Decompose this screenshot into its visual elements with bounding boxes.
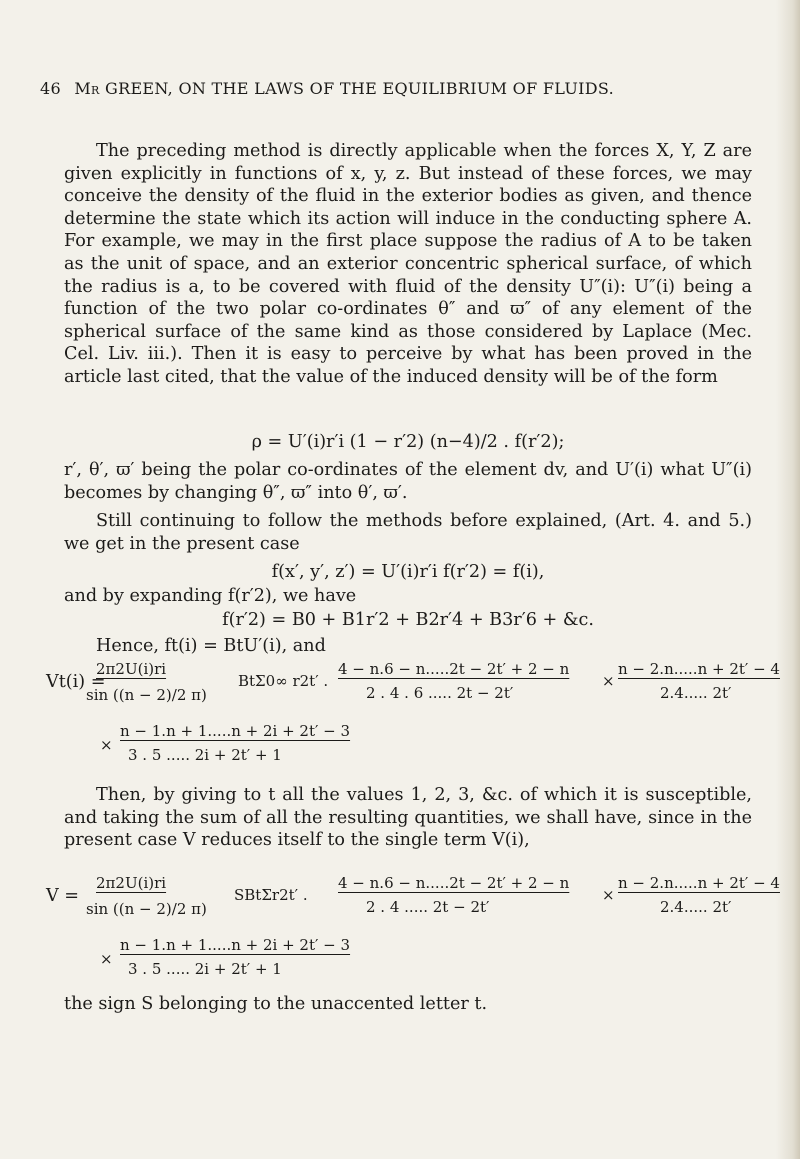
frac4-numerator: n − 1.n + 1.....n + 2i + 2t′ − 3 — [120, 722, 351, 740]
vt-lhs: Vt(i) = — [46, 672, 106, 692]
page-number: 46 — [40, 79, 61, 98]
frac1b-denominator: sin ((n − 2)/2 π) — [86, 900, 207, 918]
frac1b-numerator: 2π2U(i)ri — [96, 874, 167, 892]
equation-expansion: f(r′2) = B0 + B1r′2 + B2r′4 + B3r′6 + &c. — [222, 610, 594, 630]
paragraph-2: r′, θ′, ϖ′ being the polar co-ordinates of the element dv, and U′(i) what U″(i) becomes by changing θ″, ϖ″ into θ′, ϖ′. — [64, 460, 752, 503]
frac3-numerator: n − 2.n.....n + 2t′ − 4 — [618, 660, 780, 678]
expand-intro: and by expanding f(r′2), we have — [64, 586, 357, 606]
paragraph-4: Then, by giving to t all the values 1, 2, 3, &c. of which it is susceptible, and taking the sum of all the resulting quantities, we shall have, since in the present case V reduces itself to the single term V(i), — [64, 785, 752, 851]
times-sign: × — [602, 672, 615, 690]
equation-f-of-x: f(x′, y′, z′) = U′(i)r′i f(r′2) = f(i), — [271, 562, 545, 582]
running-header — [40, 79, 760, 98]
sum-bt: BtΣ0∞ r2t′ . — [238, 672, 329, 690]
paragraph-1: The preceding method is directly applicable when the forces X, Y, Z are given explicitly in functions of x, y, z. But instead of these forces, we may conceive the density of the fluid in the exterior bodies as given, and thence determine the state which its action will induce in the conducting sphere A. For example, we may in the first place suppose the radius of A to be taken as the unit of space, and an exterior concentric spherical surface, of which the radius is a, to be covered with fluid of the density U″(i): U″(i) being a function of the two polar co-ordinates θ″ and ϖ″ of any element of the spherical surface of the same kind as those considered by Laplace (Mec. Cel. Liv. iii.). Then it is easy to perceive by what has been proved in the article last cited, that the value of the induced density will be of the form — [64, 141, 752, 387]
hence-line: Hence, ft(i) = BtU′(i), and — [96, 636, 326, 656]
v-lhs: V = — [46, 886, 80, 906]
times-sign-3: × — [602, 886, 615, 904]
times-sign-4: × — [100, 950, 113, 968]
frac1-denominator: sin ((n − 2)/2 π) — [86, 686, 207, 704]
equation-rho: ρ = U′(i)r′i (1 − r′2) (n−4)/2 . f(r′2); — [251, 432, 565, 452]
frac1-numerator: 2π2U(i)ri — [96, 660, 167, 678]
times-sign-2: × — [100, 736, 113, 754]
frac4-denominator: 3 . 5 ..... 2i + 2t′ + 1 — [128, 746, 282, 764]
frac4b-denominator: 3 . 5 ..... 2i + 2t′ + 1 — [128, 960, 282, 978]
frac3b-numerator: n − 2.n.....n + 2t′ − 4 — [618, 874, 780, 892]
frac4b-numerator: n − 1.n + 1.....n + 2i + 2t′ − 3 — [120, 936, 351, 954]
sum-sbt: SBtΣr2t′ . — [234, 886, 308, 904]
paragraph-3: Still continuing to follow the methods before explained, (Art. 4. and 5.) we get in the present case — [64, 511, 752, 554]
running-title: Mr GREEN, ON THE LAWS OF THE EQUILIBRIUM OF FLUIDS. — [74, 79, 614, 98]
frac2-numerator: 4 − n.6 − n.....2t − 2t′ + 2 − n — [338, 660, 570, 678]
frac2-denominator: 2 . 4 . 6 ..... 2t − 2t′ — [366, 684, 514, 702]
frac3b-denominator: 2.4..... 2t′ — [660, 898, 732, 916]
frac2b-numerator: 4 − n.6 − n.....2t − 2t′ + 2 − n — [338, 874, 570, 892]
page-edge-shadow — [776, 0, 800, 1159]
frac2b-denominator: 2 . 4 ..... 2t − 2t′ — [366, 898, 490, 916]
closing-line: the sign S belonging to the unaccented letter t. — [64, 994, 488, 1014]
frac3-denominator: 2.4..... 2t′ — [660, 684, 732, 702]
